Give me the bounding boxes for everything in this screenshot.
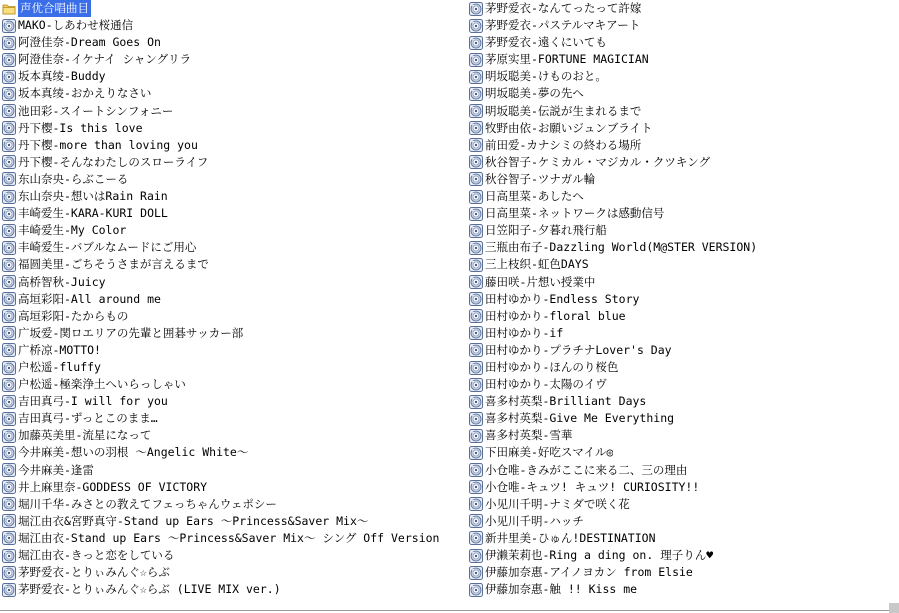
audio-cd-icon [469, 36, 483, 50]
file-name: 户松遥-極楽浄土へいらっしゃい [18, 377, 186, 392]
audio-cd-icon [2, 190, 16, 204]
file-item[interactable] [467, 205, 899, 222]
right-file-column [467, 0, 899, 598]
audio-cd-icon [2, 104, 16, 118]
file-name: 前田爱-カナシミの終わる場所 [485, 137, 642, 152]
file-item[interactable] [0, 137, 462, 154]
file-item[interactable] [467, 256, 899, 273]
file-name: 明坂聪美-伝説が生まれるまで [485, 103, 642, 118]
audio-cd-icon [2, 138, 16, 152]
file-name: 日高里菜-あしたへ [485, 189, 584, 204]
file-name: 小仓唯-きみがここに来る二、三の理由 [485, 462, 688, 477]
file-name: 堀江由衣&宮野真守-Stand up Ears ～Princess&Saver Mix～ [18, 513, 369, 528]
file-name: 茅野爱衣-パステルマキアート [485, 18, 641, 33]
file-name: 广坂爱-関ロエリアの先輩と囲碁サッカー部 [18, 325, 244, 340]
audio-cd-icon [469, 343, 483, 357]
file-item[interactable] [467, 479, 899, 496]
audio-cd-icon [469, 70, 483, 84]
file-item[interactable] [467, 103, 899, 120]
file-name: 户松遥-fluffy [18, 359, 101, 374]
audio-cd-icon [469, 566, 483, 580]
file-item[interactable] [0, 581, 462, 598]
audio-cd-icon [2, 378, 16, 392]
file-name: 伊濑茉莉也-Ring a ding on. 理子りん♥ [485, 548, 714, 562]
file-item[interactable] [467, 291, 899, 308]
file-name: 坂本真绫-おかえりなさい [18, 86, 152, 101]
audio-cd-icon [2, 395, 16, 409]
audio-cd-icon [469, 19, 483, 33]
file-name: 喜多村英梨-Brilliant Days [485, 394, 647, 409]
file-item[interactable] [467, 325, 899, 342]
audio-cd-icon [2, 446, 16, 460]
file-item[interactable] [0, 274, 462, 291]
audio-cd-icon [469, 480, 483, 494]
file-name: 藤田咲-片想い授業中 [485, 274, 596, 289]
audio-cd-icon [469, 275, 483, 289]
audio-cd-icon [469, 138, 483, 152]
folder-label: 声优合唱曲目 [18, 0, 91, 17]
file-item[interactable] [467, 444, 899, 461]
file-name: 田村ゆかり-プラチナLover's Day [485, 342, 672, 357]
audio-cd-icon [469, 2, 483, 16]
audio-cd-icon [2, 241, 16, 255]
file-item[interactable] [467, 154, 899, 171]
folder-item[interactable] [0, 0, 462, 17]
file-item[interactable] [0, 68, 462, 85]
audio-cd-icon [2, 412, 16, 426]
file-name: 井上麻里奈-GODDESS OF VICTORY [18, 479, 208, 494]
file-name: 喜多村英梨-Give Me Everything [485, 411, 675, 426]
audio-cd-icon [469, 309, 483, 323]
file-name: 广桥凉-MOTTO! [18, 342, 101, 357]
file-item[interactable] [467, 581, 899, 598]
audio-cd-icon [469, 207, 483, 221]
file-name: 小见川千明-ナミダで咲く花 [485, 496, 630, 511]
file-name: 伊藤加奈惠-触 !! Kiss me [485, 582, 638, 597]
file-name: 东山奈央-想いはRain Rain [18, 189, 168, 204]
file-name: 阿澄佳奈-Dream Goes On [18, 35, 161, 50]
audio-cd-icon [469, 326, 483, 340]
audio-cd-icon [2, 292, 16, 306]
file-name: 丰崎爱生-バブルなムードにご用心 [18, 240, 197, 255]
scroll-corner [889, 603, 899, 613]
file-name: 田村ゆかり-floral blue [485, 308, 626, 323]
file-item[interactable] [0, 513, 462, 530]
file-item[interactable] [0, 205, 462, 222]
audio-cd-icon [469, 497, 483, 511]
file-item[interactable] [0, 427, 462, 444]
file-name: 吉田真弓-ずっとこのまま… [18, 411, 158, 426]
audio-cd-icon [469, 446, 483, 460]
file-name: 高垣彩阳-All around me [18, 291, 161, 306]
file-item[interactable] [0, 188, 462, 205]
audio-cd-icon [469, 395, 483, 409]
file-name: 丰崎爱生-My Color [18, 223, 127, 238]
file-name: 喜多村英梨-雪華 [485, 428, 573, 443]
file-name: 田村ゆかり-ほんのり桜色 [485, 359, 619, 374]
audio-cd-icon [469, 412, 483, 426]
file-item[interactable] [467, 308, 899, 325]
file-name: 今井麻美-想いの羽根 ～Angelic White～ [18, 445, 249, 460]
file-name: 丹下樱-Is this love [18, 120, 143, 135]
file-name: 日笠阳子-夕暮れ飛行船 [485, 223, 607, 238]
file-name: 今井麻美-逢雷 [18, 462, 94, 477]
bottom-divider [0, 610, 899, 611]
file-item[interactable] [467, 222, 899, 239]
file-item[interactable] [0, 308, 462, 325]
audio-cd-icon [2, 566, 16, 580]
file-item[interactable] [467, 342, 899, 359]
file-name: 堀川千华-みさとの教えてフェっちゃんウェポシー [18, 496, 277, 511]
audio-cd-icon [469, 155, 483, 169]
file-item[interactable] [467, 547, 899, 564]
file-item[interactable] [467, 34, 899, 51]
file-item[interactable] [0, 410, 462, 427]
file-name: 下田麻美-好吃スマイル◎ [485, 445, 614, 460]
file-name: 三上枝织-虹色DAYS [485, 257, 589, 272]
file-item[interactable] [0, 393, 462, 410]
file-item[interactable] [467, 188, 899, 205]
file-name: 田村ゆかり-太陽のイヴ [485, 377, 607, 392]
file-item[interactable] [467, 530, 899, 547]
audio-cd-icon [2, 583, 16, 597]
file-name: 阿澄佳奈-イケナイ シャングリラ [18, 52, 192, 67]
file-item[interactable] [0, 239, 462, 256]
file-name: 牧野由依-お願いジュンブライト [485, 120, 653, 135]
file-item[interactable] [467, 376, 899, 393]
file-name: 秋谷智子-ケミカル・マジカル・クツキング [485, 154, 711, 169]
file-name: 丹下樱-more than loving you [18, 137, 198, 152]
audio-cd-icon [2, 87, 16, 101]
file-name: 福圆美里-ごちそうさまが言えるまで [18, 257, 209, 272]
audio-cd-icon [469, 463, 483, 477]
file-item[interactable] [0, 154, 462, 171]
file-name: 池田彩-スイートシンフォニー [18, 103, 174, 118]
audio-cd-icon [2, 531, 16, 545]
audio-cd-icon [2, 463, 16, 477]
file-name: 加藤英美里-流星になって [18, 428, 152, 443]
audio-cd-icon [469, 172, 483, 186]
file-item[interactable] [0, 496, 462, 513]
file-name: 吉田真弓-I will for you [18, 394, 168, 409]
folder-icon [2, 2, 16, 16]
file-item[interactable] [0, 530, 462, 547]
file-item[interactable] [467, 564, 899, 581]
file-item[interactable] [0, 291, 462, 308]
file-item[interactable] [0, 103, 462, 120]
audio-cd-icon [469, 514, 483, 528]
audio-cd-icon [2, 549, 16, 563]
audio-cd-icon [2, 121, 16, 135]
file-name: 高桥智秋-Juicy [18, 274, 106, 289]
audio-cd-icon [469, 583, 483, 597]
audio-cd-icon [2, 172, 16, 186]
audio-cd-icon [469, 292, 483, 306]
file-name: 堀江由衣-きっと恋をしている [18, 548, 175, 562]
file-item[interactable] [467, 410, 899, 427]
file-item[interactable] [467, 239, 899, 256]
audio-cd-icon [2, 343, 16, 357]
file-item[interactable] [0, 547, 462, 564]
file-name: 田村ゆかり-if [485, 325, 564, 340]
audio-cd-icon [2, 480, 16, 494]
file-item[interactable] [467, 462, 899, 479]
audio-cd-icon [2, 429, 16, 443]
file-item[interactable] [467, 393, 899, 410]
file-name: 新井里美-ひゅん!DESTINATION [485, 530, 656, 545]
file-name: 丰崎爱生-KARA-KURI DOLL [18, 206, 168, 221]
audio-cd-icon [2, 497, 16, 511]
file-item[interactable] [467, 51, 899, 68]
audio-cd-icon [469, 241, 483, 255]
file-name: 秋谷智子-ツナガル輪 [485, 171, 596, 186]
audio-cd-icon [2, 207, 16, 221]
audio-cd-icon [2, 275, 16, 289]
file-name: 茅野爱衣-とりぃみんぐ☆らぶ [18, 565, 170, 580]
audio-cd-icon [2, 36, 16, 50]
file-name: 茅原实里-FORTUNE MAGICIAN [485, 52, 649, 67]
file-item[interactable] [467, 427, 899, 444]
file-name: 茅野爱衣-遠くにいても [485, 35, 607, 50]
audio-cd-icon [2, 19, 16, 33]
file-item[interactable] [467, 17, 899, 34]
file-item[interactable] [0, 342, 462, 359]
audio-cd-icon [2, 70, 16, 84]
audio-cd-icon [2, 224, 16, 238]
file-item[interactable] [0, 376, 462, 393]
file-item[interactable] [0, 34, 462, 51]
file-item[interactable] [467, 68, 899, 85]
audio-cd-icon [469, 531, 483, 545]
file-item[interactable] [0, 51, 462, 68]
file-item[interactable] [0, 17, 462, 34]
file-name: 明坂聪美-けものおと。 [485, 69, 607, 84]
file-name: 堀江由衣-Stand up Ears ～Princess&Saver Mix～ シング Off Version [18, 530, 440, 545]
file-item[interactable] [0, 222, 462, 239]
file-name: 明坂聪美-夢の先へ [485, 86, 584, 101]
audio-cd-icon [2, 258, 16, 272]
audio-cd-icon [469, 429, 483, 443]
file-item[interactable] [467, 0, 899, 17]
file-name: 坂本真绫-Buddy [18, 69, 106, 84]
file-item[interactable] [0, 256, 462, 273]
file-name: 丹下樱-そんなわたしのスローライフ [18, 154, 209, 169]
file-item[interactable] [0, 325, 462, 342]
file-name: 茅野爱衣-なんてったって許嫁 [485, 1, 642, 15]
audio-cd-icon [469, 104, 483, 118]
audio-cd-icon [469, 87, 483, 101]
file-name: 茅野爱衣-とりぃみんぐ☆らぶ (LIVE MIX ver.) [18, 582, 281, 597]
file-item[interactable] [0, 120, 462, 137]
file-item[interactable] [467, 171, 899, 188]
file-name: 田村ゆかり-Endless Story [485, 291, 640, 306]
file-item[interactable] [0, 462, 462, 479]
audio-cd-icon [469, 378, 483, 392]
file-name: MAKO-しあわせ桜通信 [18, 18, 134, 33]
audio-cd-icon [469, 53, 483, 67]
file-name: 三瓶由布子-Dazzling World(M@STER VERSION) [485, 240, 758, 255]
file-item[interactable] [0, 359, 462, 376]
audio-cd-icon [469, 224, 483, 238]
audio-cd-icon [2, 155, 16, 169]
file-item[interactable] [467, 85, 899, 102]
file-item[interactable] [0, 85, 462, 102]
file-name: 伊藤加奈惠-アイノヨカン from Elsie [485, 565, 693, 580]
file-item[interactable] [467, 359, 899, 376]
file-item[interactable] [0, 564, 462, 581]
audio-cd-icon [469, 258, 483, 272]
file-item[interactable] [0, 171, 462, 188]
audio-cd-icon [2, 53, 16, 67]
audio-cd-icon [2, 326, 16, 340]
audio-cd-icon [2, 514, 16, 528]
audio-cd-icon [469, 190, 483, 204]
file-name: 小见川千明-ハッチ [485, 513, 584, 528]
file-item[interactable] [467, 496, 899, 513]
file-item[interactable] [467, 513, 899, 530]
file-name: 高垣彩阳-たからもの [18, 308, 129, 323]
file-name: 东山奈央-らぶこーる [18, 171, 129, 186]
file-name: 小仓唯-キュツ! キュツ! CURIOSITY!! [485, 479, 700, 494]
file-name: 日高里菜-ネットワークは感動信号 [485, 206, 665, 221]
audio-cd-icon [2, 309, 16, 323]
file-item[interactable] [0, 479, 462, 496]
audio-cd-icon [469, 549, 483, 563]
audio-cd-icon [469, 361, 483, 375]
audio-cd-icon [2, 361, 16, 375]
file-item[interactable] [467, 274, 899, 291]
audio-cd-icon [469, 121, 483, 135]
file-item[interactable] [467, 120, 899, 137]
file-item[interactable] [0, 444, 462, 461]
file-item[interactable] [467, 137, 899, 154]
